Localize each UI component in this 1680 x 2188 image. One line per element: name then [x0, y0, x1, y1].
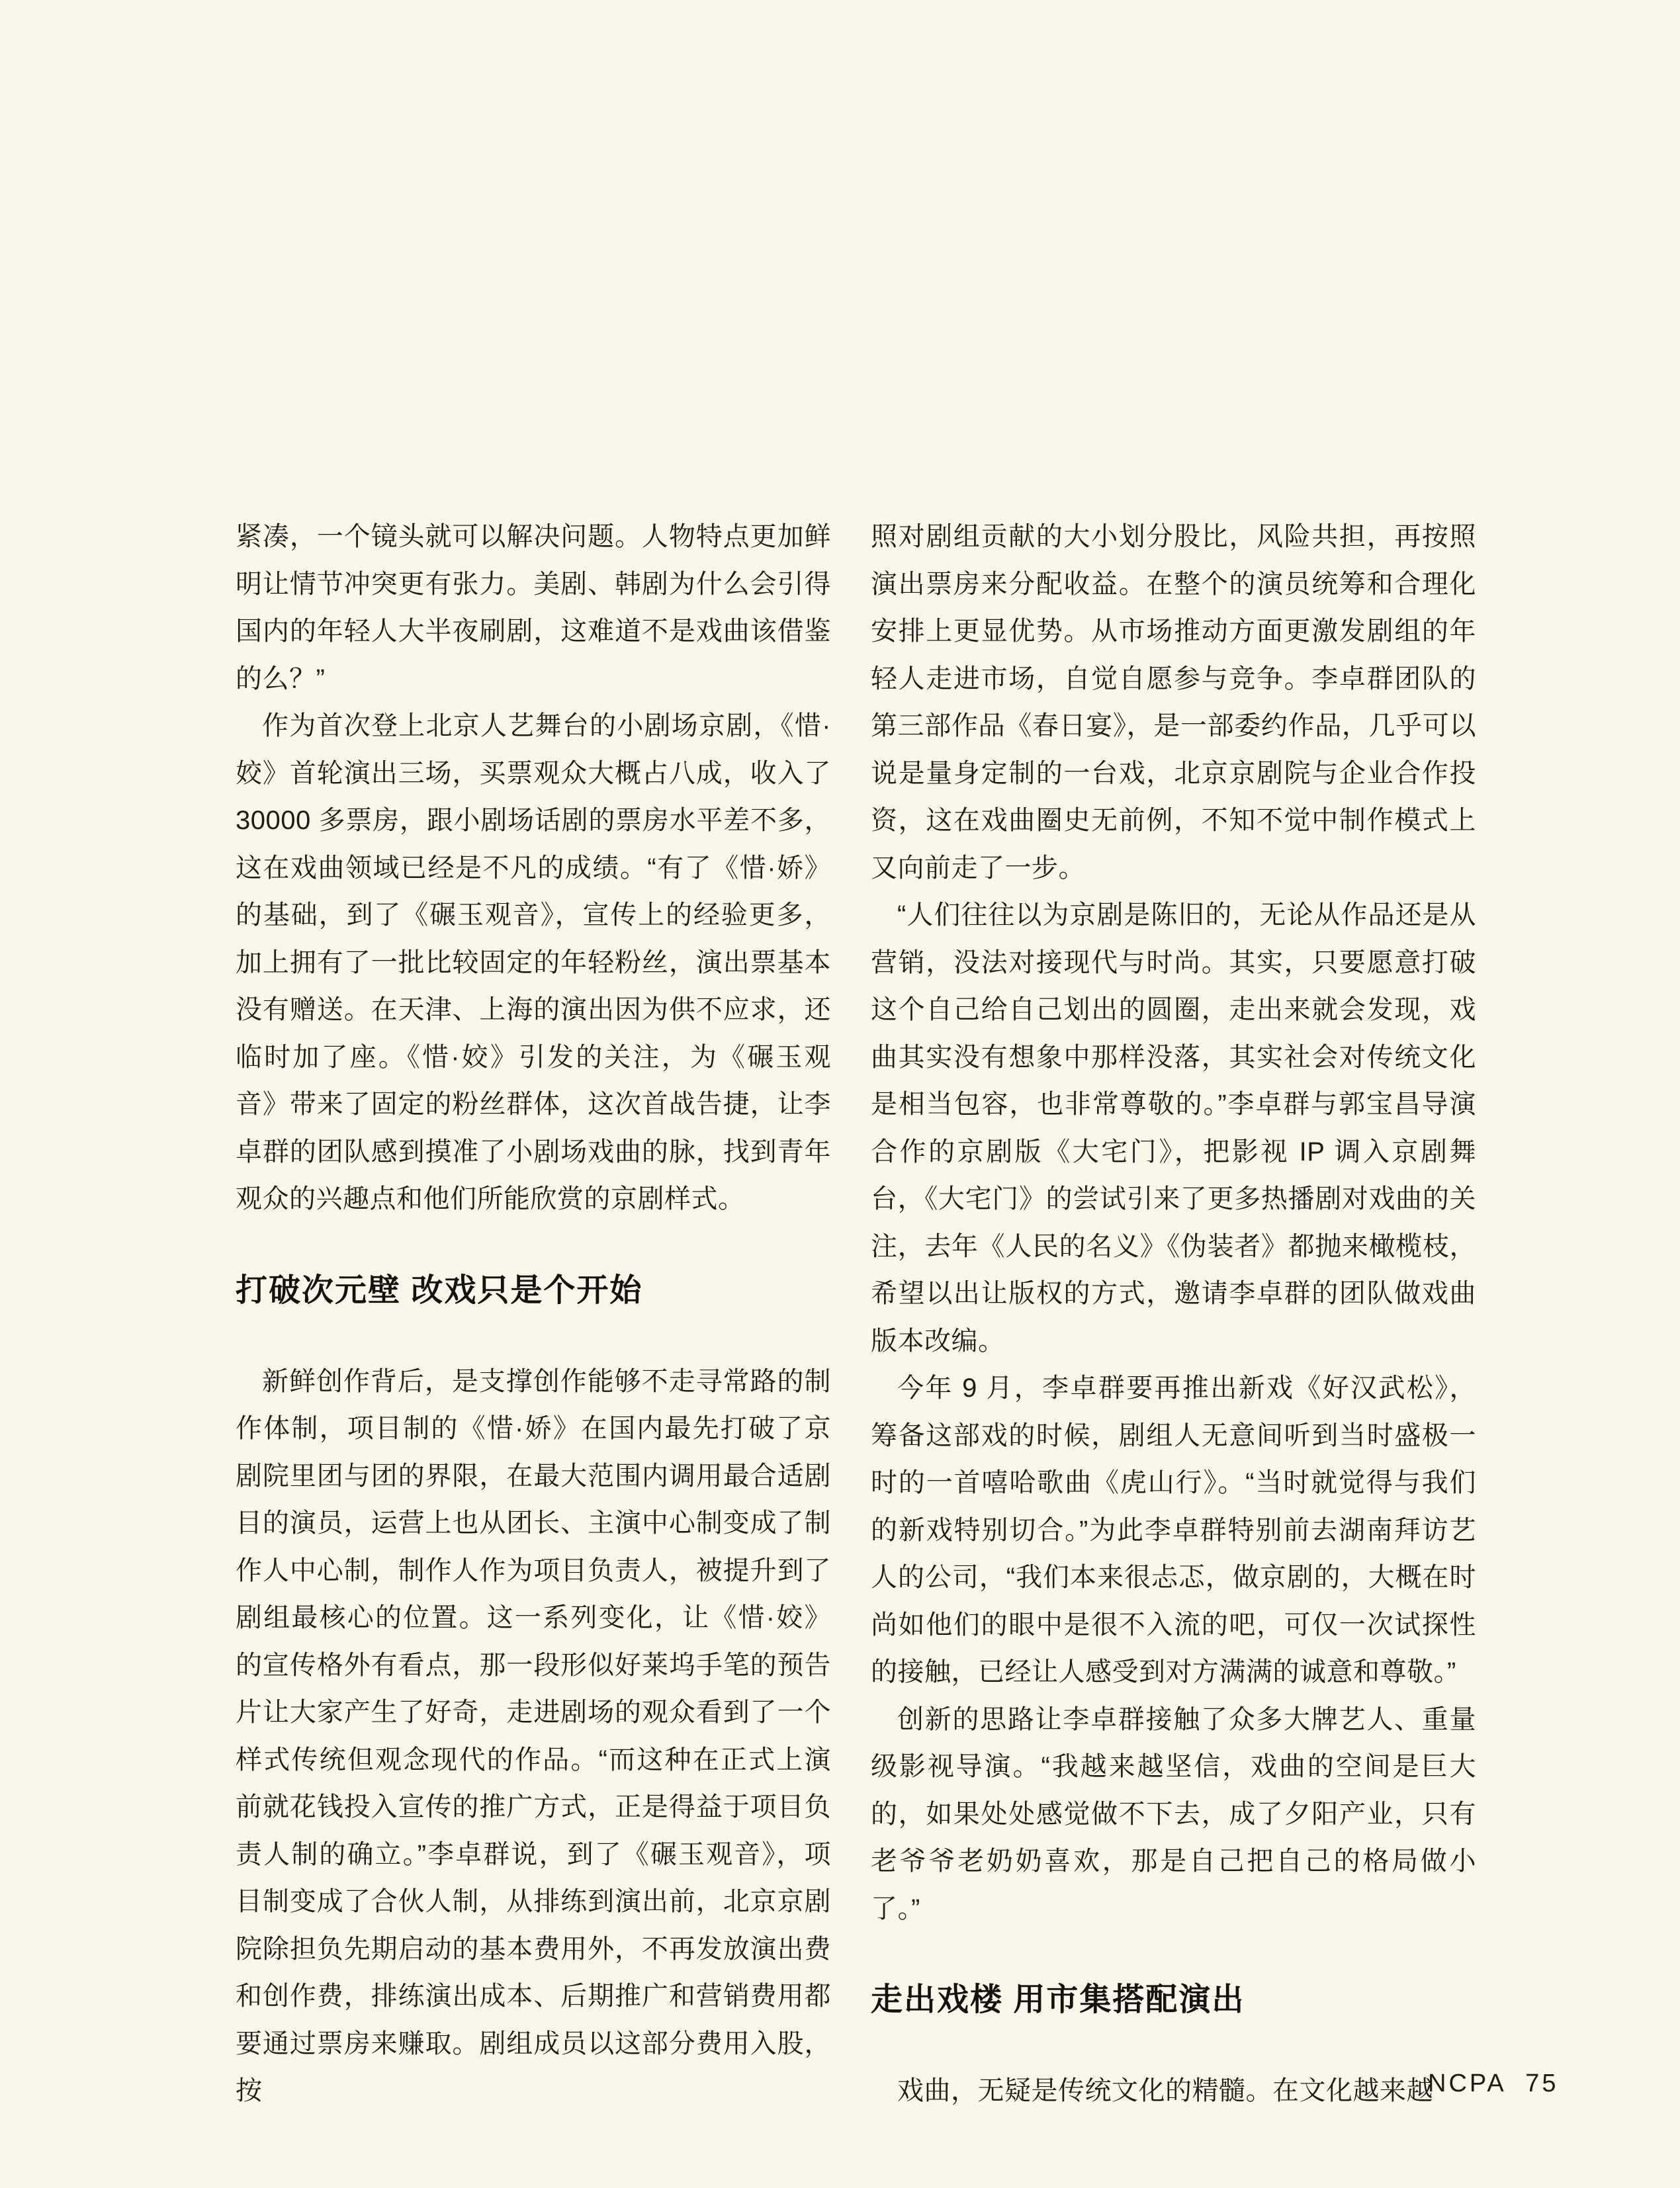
- paragraph: 作为首次登上北京人艺舞台的小剧场京剧，《惜·姣》首轮演出三场，买票观众大概占八成，收入了 30000 多票房，跟小剧场话剧的票房水平差不多，这在戏曲领域已经是不凡的成绩。“有了《惜·娇》的基础，到了《碾玉观音》，宣传上的经验更多，加上拥有了一批比较固定的年轻粉丝，演出票基本没有赠送。在天津、上海的演出因为供不应求，还临时加了座。《惜·姣》引发的关注，为《碾玉观音》带来了固定的粉丝群体，这次首战告捷，让李卓群的团队感到摸准了小剧场戏曲的脉，找到青年观众的兴趣点和他们所能欣赏的京剧样式。: [236, 711, 831, 1213]
- section-heading-leave-theater: 走出戏楼 用市集搭配演出: [871, 1982, 1245, 2017]
- page-number-footer: NCPA 75: [1428, 2070, 1559, 2097]
- left-text-column: [236, 513, 831, 2115]
- paragraph: 戏曲，无疑是传统文化的精髓。在文化越来越: [897, 2076, 1433, 2105]
- paragraph: 新鲜创作背后，是支撑创作能够不走寻常路的制作体制，项目制的《惜·娇》在国内最先打破了京剧院里团与团的界限，在最大范围内调用最合适剧目的演员，运营上也从团长、主演中心制变成了制作人中心制，制作人作为项目负责人，被提升到了剧组最核心的位置。这一系列变化，让《惜·姣》的宣传格外有看点，那一段形似好莱坞手笔的预告片让大家产生了好奇，走进剧场的观众看到了一个样式传统但观念现代的作品。“而这种在正式上演前就花钱投入宣传的推广方式，正是得益于项目负责人制的确立。”李卓群说，到了《碾玉观音》，项目制变成了合伙人制，从排练到演出前，北京京剧院除担负先期启动的基本费用外，不再发放演出费和创作费，排练演出成本、后期推广和营销费用都要通过票房来赚取。剧组成员以这部分费用入股，按: [236, 1366, 831, 2105]
- paragraph-continuation: 照对剧组贡献的大小划分股比，风险共担，再按照演出票房来分配收益。在整个的演员统筹和合理化安排上更显优势。从市场推动方面更激发剧组的年轻人走进市场，自觉自愿参与竞争。李卓群团队的第三部作品《春日宴》，是一部委约作品，几乎可以说是量身定制的一台戏，北京京剧院与企业合作投资，这在戏曲圈史无前例，不知不觉中制作模式上又向前走了一步。: [871, 522, 1476, 883]
- paragraph: “人们往往以为京剧是陈旧的，无论从作品还是从营销，没法对接现代与时尚。其实，只要愿意打破这个自己给自己划出的圆圈，走出来就会发现，戏曲其实没有想象中那样没落，其实社会对传统文化是相当包容，也非常尊敬的。”李卓群与郭宝昌导演合作的京剧版《大宅门》，把影视 IP 调入京剧舞台，《大宅门》的尝试引来了更多热播剧对戏曲的关注，去年《人民的名义》《伪装者》都抛来橄榄枝，希望以出让版权的方式，邀请李卓群的团队做戏曲版本改编。: [871, 900, 1476, 1356]
- paragraph: 创新的思路让李卓群接触了众多大牌艺人、重量级影视导演。“我越来越坚信，戏曲的空间是巨大的，如果处处感觉做不下去，成了夕阳产业，只有老爷爷老奶奶喜欢，那是自己把自己的格局做小了。”: [871, 1704, 1476, 1923]
- right-text-column: [871, 513, 1476, 2115]
- paragraph-continuation: 紧凑，一个镜头就可以解决问题。人物特点更加鲜明让情节冲突更有张力。美剧、韩剧为什么会引得国内的年轻人大半夜刷剧，这难道不是戏曲该借鉴的么？”: [236, 522, 831, 693]
- paragraph: 今年 9 月，李卓群要再推出新戏《好汉武松》，筹备这部戏的时候，剧组人无意间听到当时盛极一时的一首嘻哈歌曲《虎山行》。“当时就觉得与我们的新戏特别切合。”为此李卓群特别前去湖南拜访艺人的公司，“我们本来很忐忑，做京剧的，大概在时尚如他们的眼中是很不入流的吧，可仅一次试探性的接触，已经让人感受到对方满满的诚意和尊敬。”: [871, 1374, 1476, 1686]
- section-heading-break-dimension-wall: 打破次元壁 改戏只是个开始: [236, 1272, 643, 1308]
